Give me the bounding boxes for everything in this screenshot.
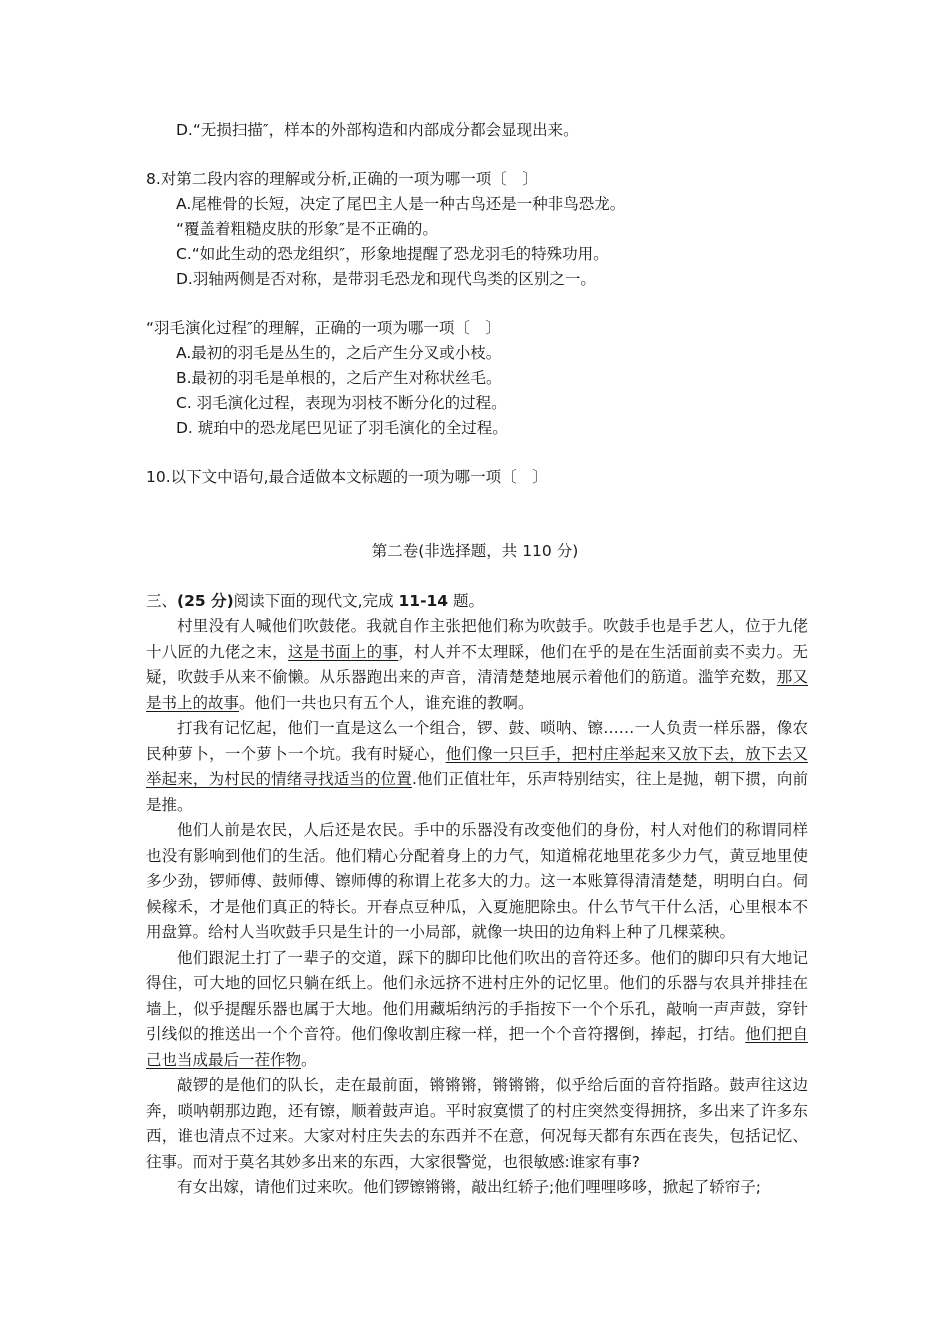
p1-underlined-1: 这是书面上的事 [287,642,399,661]
p1-text-2: ，村人并不太理睬，他们在乎的是在生活面前卖不卖力。无疑，吹鼓手从来不偷懒。从乐器跑出来的声音，清清楚楚地展示着他们的筋道。滥竽充数， [146,642,808,686]
part3-score: (25 分) [177,592,234,610]
passage-paragraph-2 [146,716,808,818]
q9-option-a: A.最初的羽毛是丛生的，之后产生分叉或小枝。 [176,344,502,362]
p1-text-3: 。他们一共也只有五个人，谁充谁的教啊。 [239,693,534,712]
q9-option-b: B.最初的羽毛是单根的，之后产生对称状丝毛。 [176,369,502,387]
p1-underlined-2: 那又是书上的故事 [146,668,808,712]
p2-text-1: 打我有记忆起，他们一直是这么一个组合，锣、鼓、唢呐、镲……一人负责一样乐器，像农民种萝卜，一个萝卜一个坑。我有时疑心， [146,719,808,763]
passage-paragraph-1 [146,614,808,716]
p4-text-1: 他们跟泥土打了一辈子的交道，踩下的脚印比他们吹出的音符还多。他们的脚印只有大地记得住，可大地的回忆只躺在纸上。他们永远挤不进村庄外的记忆里。他们的乐器与农具并排挂在墙上，似乎提醒乐器也属于大地。他们用藏垢纳污的手指按下一个个乐孔，敲响一声声鼓，穿针引线似的推送出一个个音符。他们像收割庄稼一样，把一个个音符撂倒，捧起，打结。 [146,948,808,1043]
q7-option-d: D.“无损扫描″，样本的外部构造和内部成分都会显现出来。 [176,121,579,139]
section-title: 第二卷(非选择题，共 110 分) [371,542,579,560]
q8-option-b: “覆盖着粗糙皮肤的形象″是不正确的。 [176,220,438,238]
passage-paragraph-3: 他们人前是农民，人后还是农民。手中的乐器没有改变他们的身份，村人对他们的称谓同样也没有影响到他们的生活。他们精心分配着身上的力气，知道棉花地里花多少力气，黄豆地里使多少劲，锣师傅、鼓师傅、镲师傅的称谓上花多大的力。这一本账算得清清楚楚，明明白白。伺候稼禾，才是他们真正的特长。开春点豆种瓜，入夏施肥除虫。什么节气干什么活，心里根本不用盘算。给村人当吹鼓手只是生计的一小局部，就像一块田的边角料上种了几棵菜秧。 [146,821,808,941]
passage-paragraph-4 [146,946,808,1074]
part3-mid: 阅读下面的现代文,完成 [233,592,399,610]
passage-paragraph-5: 敲锣的是他们的队长，走在最前面，锵锵锵，锵锵锵，似乎给后面的音符指路。鼓声往这边奔，唢呐朝那边跑，还有镲，顺着鼓声追。平时寂寞惯了的村庄突然变得拥挤，多出来了许多东西，谁也清点不过来。大家对村庄失去的东西并不在意，何况每天都有东西在丧失，包括记忆、往事。而对于莫名其妙多出来的东西，大家很警觉，也很敏感:谁家有事? [146,1076,808,1171]
p2-text-2: .他们正值壮年，乐声特别结实，往上是抛，朝下掼，向前是推。 [146,770,808,814]
q8-option-a: A.尾椎骨的长短，决定了尾巴主人是一种古鸟还是一种非鸟恐龙。 [176,195,626,213]
q8-option-c: C.“如此生动的恐龙组织″，形象地提醒了恐龙羽毛的特殊功用。 [176,245,609,263]
part3-heading [146,589,484,613]
q9-option-d: D. 琥珀中的恐龙尾巴见证了羽毛演化的全过程。 [176,419,508,437]
p2-underlined-1: 他们像一只巨手，把村庄举起来又放下去，放下去又举起来，为村民的情绪寻找适当的位置 [146,744,808,788]
p1-text-1: 村里没有人喊他们吹鼓佬。我就自作主张把他们称为吹鼓手。吹鼓手也是手艺人，位于九佬十八匠的九佬之末， [146,617,808,661]
p4-underlined-1: 他们把自己也当成最后一茬作物 [146,1025,808,1069]
part3-range: 11-14 [398,592,449,610]
q9-option-c: C. 羽毛演化过程，表现为羽枝不断分化的过程。 [176,394,507,412]
q8-option-d: D.羽轴两侧是否对称，是带羽毛恐龙和现代鸟类的区别之一。 [176,270,596,288]
q8-stem: 8.对第二段内容的理解或分析,正确的一项为哪一项〔 〕 [146,170,538,188]
passage-paragraph-6: 有女出嫁，请他们过来吹。他们锣镲锵锵，敲出红轿子;他们哩哩哆哆，掀起了轿帘子; [177,1178,761,1196]
part3-suffix: 题。 [448,592,485,610]
reading-passage [146,614,808,1201]
part3-prefix: 三、 [146,592,178,610]
p4-text-2: 。 [301,1050,317,1069]
q9-stem: “羽毛演化过程″的理解，正确的一项为哪一项〔 〕 [146,319,501,337]
q10-stem: 10.以下文中语句,最合适做本文标题的一项为哪一项〔 〕 [146,468,548,486]
